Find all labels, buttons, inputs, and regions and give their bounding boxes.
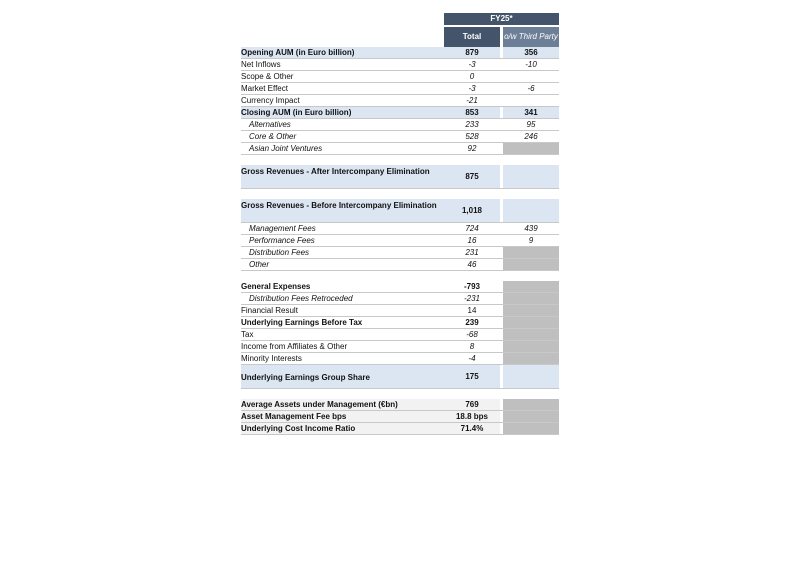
row-other-revenues: Other 46 <box>241 259 559 271</box>
row-average-aum: Average Assets under Management (€bn) 769 <box>241 399 559 411</box>
row-scope-other: Scope & Other 0 <box>241 71 559 83</box>
period-header: FY25* <box>444 13 559 25</box>
row-earnings-group-share: Underlying Earnings Group Share 175 <box>241 365 559 389</box>
row-gross-revenues-before: Gross Revenues - Before Intercompany Elimination 1,018 <box>241 199 559 223</box>
col-third-party-header: o/w Third Party <box>503 27 559 47</box>
financial-table <box>241 13 559 435</box>
row-distribution-fees: Distribution Fees 231 <box>241 247 559 259</box>
row-net-inflows: Net Inflows -3 -10 <box>241 59 559 71</box>
row-earnings-before-tax: Underlying Earnings Before Tax 239 <box>241 317 559 329</box>
row-general-expenses: General Expenses -793 <box>241 281 559 293</box>
row-minority-interests: Minority Interests -4 <box>241 353 559 365</box>
row-gross-revenues-after: Gross Revenues - After Intercompany Elimination 875 <box>241 165 559 189</box>
col-total-header: Total <box>444 27 500 47</box>
row-performance-fees: Performance Fees 16 9 <box>241 235 559 247</box>
row-management-fees: Management Fees 724 439 <box>241 223 559 235</box>
row-income-affiliates: Income from Affiliates & Other 8 <box>241 341 559 353</box>
row-cost-income-ratio: Underlying Cost Income Ratio 71.4% <box>241 423 559 435</box>
header-period-row <box>241 13 559 25</box>
row-core-other: Core & Other 528 246 <box>241 131 559 143</box>
row-tax: Tax -68 <box>241 329 559 341</box>
row-financial-result: Financial Result 14 <box>241 305 559 317</box>
row-market-effect: Market Effect -3 -6 <box>241 83 559 95</box>
row-alternatives: Alternatives 233 95 <box>241 119 559 131</box>
row-fee-bps: Asset Management Fee bps 18.8 bps <box>241 411 559 423</box>
row-currency-impact: Currency Impact -21 <box>241 95 559 107</box>
row-asian-jv: Asian Joint Ventures 92 <box>241 143 559 155</box>
row-distribution-fees-retroceded: Distribution Fees Retroceded -231 <box>241 293 559 305</box>
row-closing-aum: Closing AUM (in Euro billion) 853 341 <box>241 107 559 119</box>
row-opening-aum: Opening AUM (in Euro billion) 879 356 <box>241 47 559 59</box>
header-columns-row <box>241 27 559 47</box>
